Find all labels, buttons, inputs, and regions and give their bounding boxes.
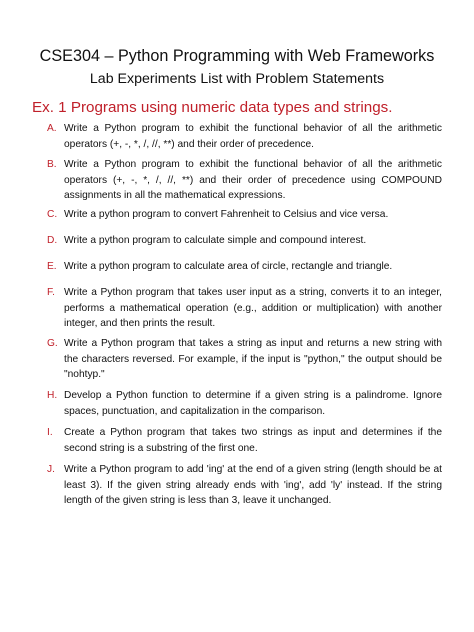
problem-letter: G. [47, 338, 58, 349]
problem-text: Write a Python program to add 'ing' at the end of a given string (length should be at least 3). If the given string already ends with 'ing', add 'ly' instead. If the string length of the given string is less than 3, leave it unchanged. [64, 464, 442, 507]
problem-text: Write a python program to calculate simple and compound interest. [64, 235, 367, 246]
problem-text: Write a Python program that takes user input as a string, converts it to an integer, performs a mathematical operation (e.g., addition or multiplication) with another integer, and then prints the result. [64, 287, 442, 330]
problem-letter: I. [47, 427, 53, 438]
problem-letter: C. [47, 209, 58, 220]
document-subtitle: Lab Experiments List with Problem Statements [89, 71, 385, 87]
problem-text: Write a python program to calculate area of circle, rectangle and triangle. [64, 261, 393, 272]
problem-text: Write a Python program to exhibit the functional behavior of all the arithmetic operators (+, -, *, /, //, **) and their order of precedence using COMPOUND assignments in all the mathematical expressions. [64, 159, 442, 202]
document-title: CSE304 – Python Programming with Web Frameworks [39, 47, 435, 65]
problem-text: Write a python program to convert Fahrenheit to Celsius and vice versa. [64, 209, 389, 220]
problem-letter: H. [47, 390, 58, 401]
problem-letter: F. [47, 287, 55, 298]
problem-letter: B. [47, 159, 57, 170]
problem-letter: D. [47, 235, 58, 246]
problem-text: Develop a Python function to determine if a given string is a palindrome. Ignore spaces, punctuation, and capitalization in the comparison. [64, 390, 442, 417]
problem-letter: A. [47, 123, 57, 134]
problem-text: Write a Python program to exhibit the functional behavior of all the arithmetic operators (+, -, *, /, //, **) and their order of precedence. [64, 123, 442, 150]
problem-text: Write a Python program that takes a string as input and returns a new string with the characters reversed. For example, if the input is "python," the output should be "nohtyp." [64, 338, 442, 381]
section-heading: Ex. 1 Programs using numeric data types and strings. [32, 99, 393, 116]
problem-letter: J. [47, 464, 55, 475]
problem-text: Create a Python program that takes two strings as input and determines if the second string is a substring of the first one. [64, 427, 442, 454]
problem-letter: E. [47, 261, 57, 272]
